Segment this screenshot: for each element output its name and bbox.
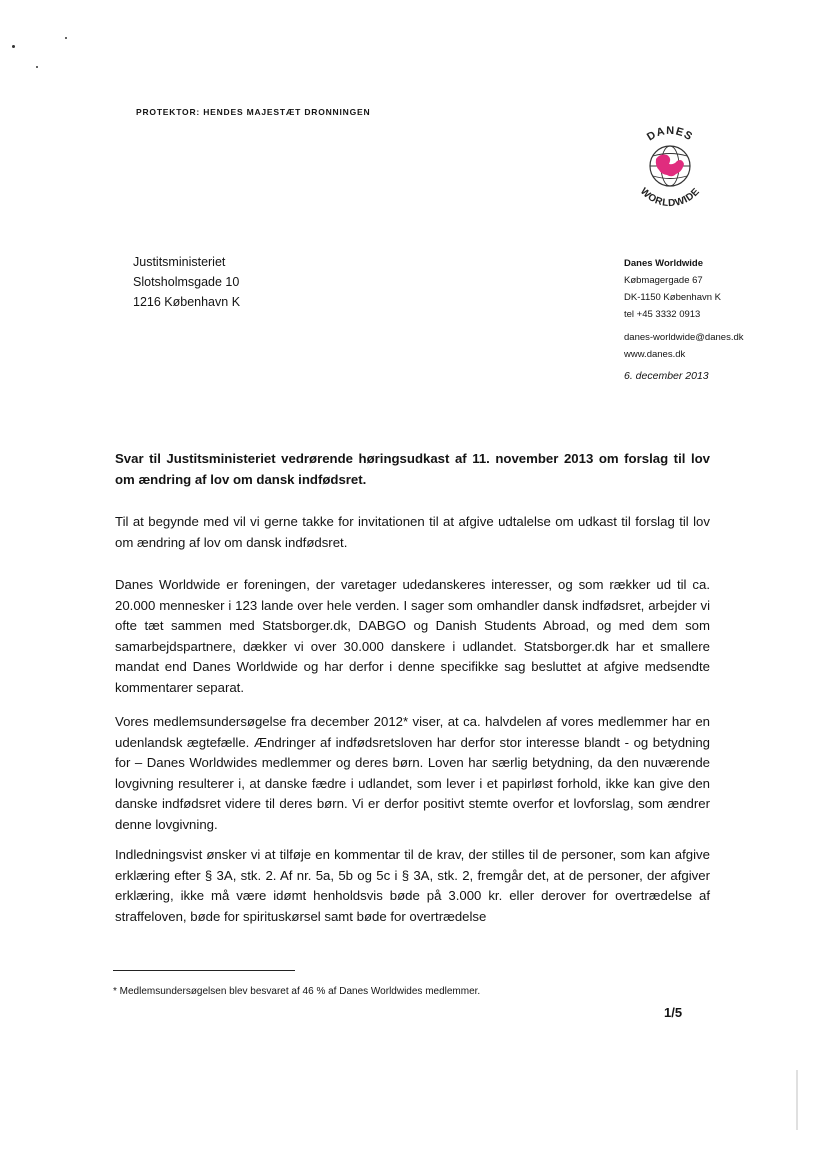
letter-subject: Svar til Justitsministeriet vedrørende høringsudkast af 11. november 2013 om forslag til lov om ændring af lov om dansk indfødsret. (115, 451, 710, 487)
paragraph-requirements: Indledningsvist ønsker vi at tilføje en kommentar til de krav, der stilles til de personer, som kan afgive erklæring efter § 3A, stk. 2. Af nr. 5a, 5b og 5c i § 3A, stk. 2, fremgår det, at de personer, der afgiver erklæring, ikke må være idømt henholdsvis bøde på 3.000 kr. eller derover for overtrædelse af straffeloven, bøde for spirituskørsel samt bøde for overtrædelse (115, 847, 710, 924)
danes-worldwide-logo (622, 118, 718, 214)
svg-text:DANES (645, 125, 695, 144)
scan-artifact (796, 1070, 798, 1130)
footnote-divider (113, 970, 295, 971)
scan-speck (65, 37, 67, 39)
logo-text-bottom: WORLDWIDE (637, 186, 703, 210)
paragraph-intro: Til at begynde med vil vi gerne takke for invitationen til at afgive udtalelse om udkast til forslag til lov om ændring af lov om dansk indfødsret. (115, 514, 710, 550)
paragraph-survey: Vores medlemsundersøgelse fra december 2012* viser, at ca. halvdelen af vores medlemmer har en udenlandsk ægtefælle. Ændringer af indfødsretsloven har derfor stor interesse blandt - og betydning for – Danes Worldwides medlemmer og deres børn. Loven har særlig betydning, da den nuværende lovgivning resulterer i, at danske fædre i udlandet, som lever i et papirløst forhold, ikke kan give den danske indfødsret videre til deres børn. Vi er derfor positivt stemte overfor et lovforslag, som ændrer denne lovgivning. (115, 714, 710, 832)
scan-speck (36, 66, 38, 68)
sender-phone: tel +45 3332 0913 (624, 309, 701, 320)
recipient-name: Justitsministeriet (133, 255, 226, 269)
sender-street: Købmagergade 67 (624, 275, 703, 286)
sender-web: www.danes.dk (624, 349, 686, 360)
sender-city: DK-1150 København K (624, 292, 721, 303)
protektor-line: PROTEKTOR: HENDES MAJESTÆT DRONNINGEN (136, 107, 371, 117)
page-number: 1/5 (664, 1005, 683, 1020)
letter-date: 6. december 2013 (624, 370, 709, 382)
svg-text:WORLDWIDE (638, 186, 702, 209)
footnote: * Medlemsundersøgelsen blev besvaret af 46 % af Danes Worldwides medlemmer. (113, 986, 481, 997)
recipient-street: Slotsholmsgade 10 (133, 275, 240, 289)
paragraph-organisation: Danes Worldwide er foreningen, der varetager udedanskeres interesser, og som rækker ud til ca. 20.000 mennesker i 123 lande over hele verden. I sager som omhandler dansk indfødsret, arbejder vi ofte tæt sammen med Statsborger.dk, DABGO og Danish Students Abroad, og med dem som samarbejdspartnere, dækker vi over 30.000 danskere i udlandet. Statsborger.dk har et smallere mandat end Danes Worldwide og har derfor i denne specifikke sag besluttet at afgive medsendte kommentarer separat. (115, 577, 710, 695)
scan-speck (12, 45, 15, 48)
sender-name: Danes Worldwide (624, 258, 704, 269)
recipient-address (133, 252, 240, 312)
sender-address (624, 255, 744, 363)
recipient-city: 1216 København K (133, 295, 241, 309)
sender-email: danes-worldwide@danes.dk (624, 332, 744, 343)
logo-text-top: DANES (645, 124, 696, 144)
